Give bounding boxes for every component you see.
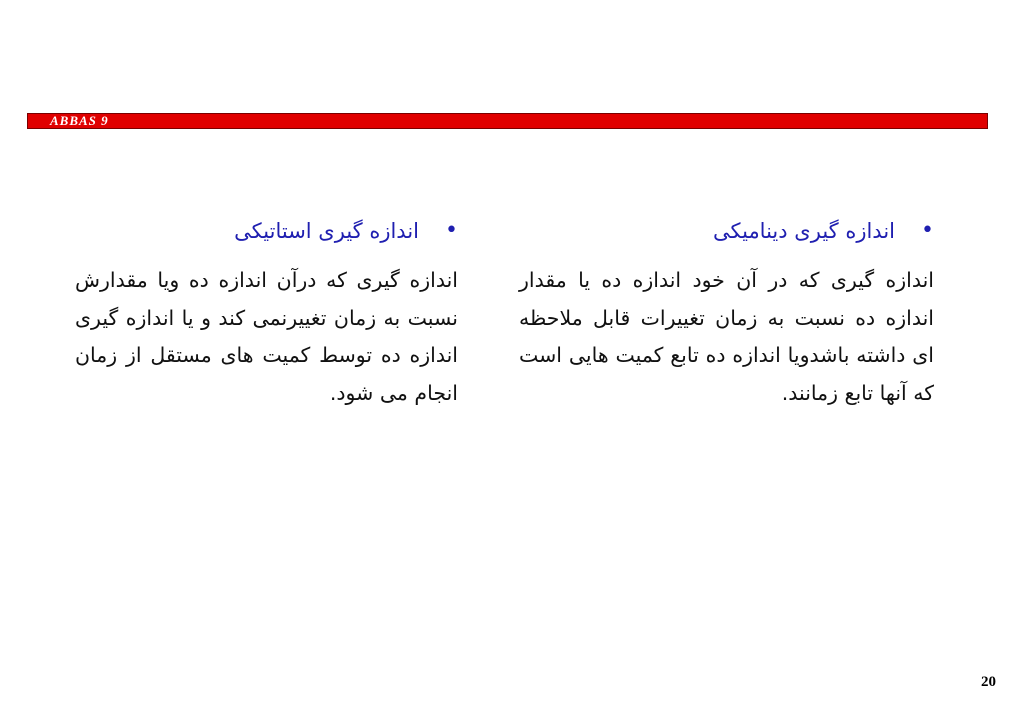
dynamic-body-text: اندازه گیری که در آن خود اندازه ده یا مقدار اندازه ده نسبت به زمان تغییرات قابل ملاحظه ای داشته باشدویا اندازه ده تابع کمیت هایی است که آنها تابع زمانند. [519,268,934,405]
page-number: 20 [981,674,996,690]
header-logo-text: ABBAS 9 [50,113,109,128]
header-bar [27,113,988,129]
bullet-icon: • [445,218,458,243]
static-heading: اندازه گیری استاتیکی [234,219,420,243]
static-body-text: اندازه گیری که درآن اندازه ده ویا مقدارش نسبت به زمان تغییرنمی کند و یا اندازه گیری اندازه ده توسط کمیت های مستقل از زمان انجام می شود. [75,268,458,405]
bullet-icon: • [921,218,934,243]
dynamic-heading: اندازه گیری دینامیکی [713,219,896,243]
dynamic-measurement-column [519,212,934,412]
static-heading-row [75,212,458,250]
static-measurement-column [75,212,458,412]
dynamic-heading-row [519,212,934,250]
